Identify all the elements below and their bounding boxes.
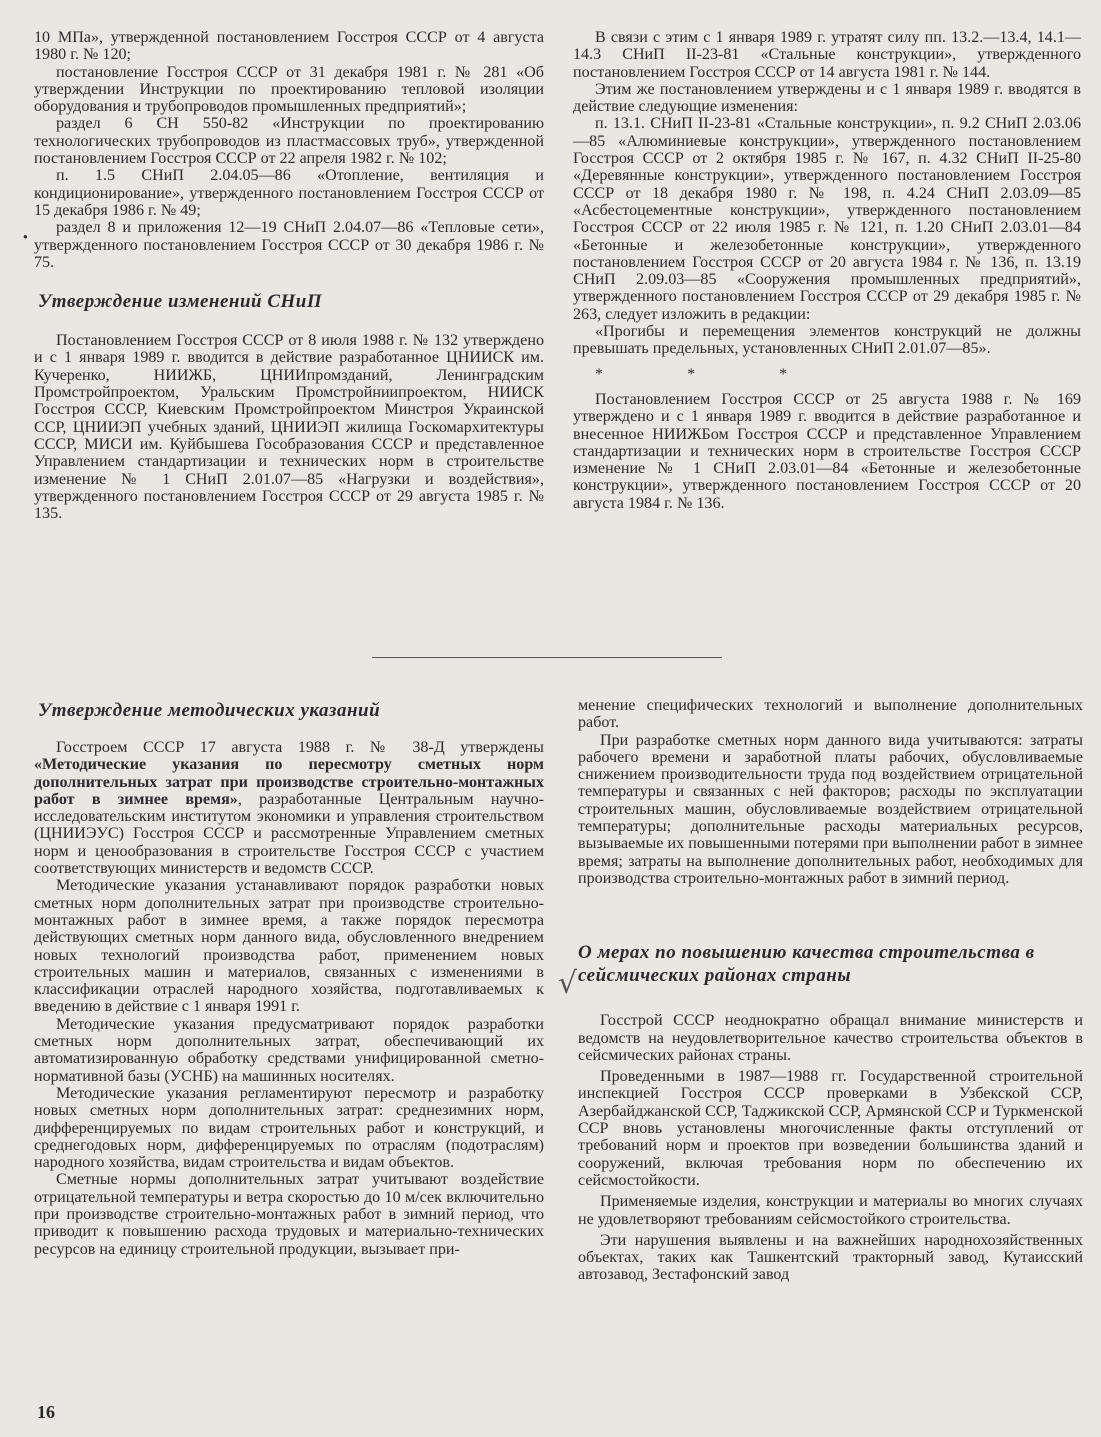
page-number: 16 xyxy=(37,1402,55,1422)
paragraph: Постановлением Госстроя СССР от 25 августа 1988 г. № 169 утверждено и с 1 января 1989 г. вводится в действие разработанное и внесенное НИИЖБом Госстроя СССР и представленное Управлением стандартизации и технических норм в строительстве Госстроя СССР изменение № 1 СНиП 2.03.01—84 «Бетонные и железобетонные конструкции», утвержденного постановлением Госстроя СССР от 20 августа 1984 г. № 136. xyxy=(573,390,1081,512)
paragraph: Методические указания регламентируют пересмотр и разработку новых сметных норм дополнительных затрат: среднезимних норм, дифференцируемых по видам строительных работ и конструкций, и среднегодовых норм, дифференцируемых по отраслям (подотраслям) народного хозяйства, видам строительства и видам объектов. xyxy=(34,1084,544,1172)
paragraph: Применяемые изделия, конструкции и материалы во многих случаях не удовлетворяют требованиям сейсмостойкого строительства. xyxy=(578,1193,1083,1228)
separator-stars: * * * xyxy=(595,365,828,383)
paragraph: Методические указания предусматривают порядок разработки сметных норм дополнительных затрат, обеспечивающий их автоматизированную обработку средствами унифицированной сметно-нормативной базы (УСНБ) на машинных носителях. xyxy=(34,1015,544,1085)
section-heading: О мерах по повышению качества строительства в сейсмических районах страны xyxy=(578,942,1035,987)
top-right-column xyxy=(573,29,1081,512)
margin-dot-icon: ● xyxy=(23,232,28,241)
bottom-right-column xyxy=(578,697,1083,1284)
section-heading: Утверждение методических указаний xyxy=(38,700,381,721)
paragraph: Эти нарушения выявлены и на важнейших народнохозяйственных объектах, таких как Ташкентский тракторный завод, Кутаисский автозавод, Зестафонский завод xyxy=(578,1231,1083,1284)
paragraph: постановление Госстроя СССР от 31 декабря 1981 г. № 281 «Об утверждении Инструкции по проектированию тепловой изоляции оборудования и трубопроводов промышленных предприятий»; xyxy=(34,63,544,116)
paragraph: Сметные нормы дополнительных затрат учитывают воздействие отрицательной температуры и ветра скоростью до 10 м/сек включительно при производстве строительно-монтажных работ в зимний период, что приводит к повышению расхода трудовых и материально-технических ресурсов на единицу строительной продукции, вызывает при- xyxy=(34,1171,544,1258)
paragraph: менение специфических технологий и выполнение дополнительных работ. xyxy=(578,697,1083,732)
section-heading: Утверждение изменений СНиП xyxy=(38,291,323,313)
top-left-column xyxy=(34,29,544,522)
paragraph: В связи с этим с 1 января 1989 г. утратят силу пп. 13.2.—13.4, 14.1—14.3 СНиП II-23-81 «Стальные конструкции», утвержденного постановлением Госстроя СССР от 14 августа 1981 г. № 144. xyxy=(573,29,1081,81)
bottom-left-column xyxy=(34,699,544,1258)
paragraph: Проведенными в 1987—1988 гг. Государственной строительной инспекцией Госстроя СССР проверками в Узбекской ССР, Азербайджанской ССР, Таджикской ССР, Армянской ССР и Туркменской ССР вновь установлены многочисленные факты отступлений от требований норм и проектов при возведении большинства зданий и сооружений, включая требования норм по обеспечению их сейсмостойкости. xyxy=(578,1068,1083,1189)
checkmark-icon: √ xyxy=(558,966,578,1001)
paragraph: п. 13.1. СНиП II-23-81 «Стальные конструкции», п. 9.2 СНиП 2.03.06—85 «Алюминиевые конструкции», утвержденного постановлением Госстроя СССР от 2 октября 1985 г. № 167, п. 4.32 СНиП II-25-80 «Деревянные конструкции», утвержденного постановлением Госстроя СССР от 18 декабря 1980 г. № 198, п. 4.24 СНиП 2.03.09—85 «Асбестоцементные конструкции», утвержденного постановлением Госстроя СССР от 22 июля 1985 г. № 121, п. 1.20 СНиП 2.03.01—84 «Бетонные и железобетонные конструкции», утвержденного постановлением Госстроя СССР от 20 августа 1984 г. № 136, п. 13.19 СНиП 2.09.03—85 «Сооружения промышленных предприятий», утвержденного постановлением Госстроя СССР от 29 декабря 1985 г. № 263, следует изложить в редакции: xyxy=(573,115,1081,323)
paragraph-text: Госстроем СССР 17 августа 1988 г. № 38-Д утверждены xyxy=(56,739,544,756)
paragraph: Этим же постановлением утверждены и с 1 января 1989 г. вводятся в действие следующие изменения: xyxy=(573,80,1081,116)
section-divider xyxy=(372,657,722,658)
paragraph: раздел 8 и приложения 12—19 СНиП 2.04.07—86 «Тепловые сети», утвержденного постановлением Госстроя СССР от 30 декабря 1986 г. № 75. xyxy=(34,219,544,271)
paragraph: 10 МПа», утвержденной постановлением Госстроя СССР от 4 августа 1980 г. № 120; xyxy=(34,29,544,64)
paragraph: раздел 6 СН 550-82 «Инструкции по проектированию технологических трубопроводов из пластмассовых труб», утвержденной постановлением Госстроя СССР от 22 апреля 1982 г. № 102; xyxy=(34,115,544,168)
paragraph xyxy=(34,739,544,877)
paragraph: п. 1.5 СНиП 2.04.05—86 «Отопление, вентиляция и кондиционирование», утвержденного постановлением Госстроя СССР от 15 декабря 1986 г. № 49; xyxy=(34,167,544,219)
paragraph: Методические указания устанавливают порядок разработки новых сметных норм дополнительных затрат при производстве строительно-монтажных работ в зимнее время, а также порядок пересмотра действующих сметных норм данного вида, обусловленного внедрением новых технологий производства работ, применением новых строительных машин и материалов, связанных с изменениями в классификации отраслей народного хозяйства, подготавливаемых к введению в действие с 1 января 1991 г. xyxy=(34,877,544,1016)
paragraph: «Прогибы и перемещения элементов конструкций не должны превышать предельных, установленных СНиП 2.01.07—85». xyxy=(573,323,1081,358)
paragraph: Постановлением Госстроя СССР от 8 июля 1988 г. № 132 утверждено и с 1 января 1989 г. вводится в действие разработанное ЦНИИСК им. Кучеренко, НИИЖБ, ЦНИИпромзданий, Ленинградским Промстройпроектом, Уральским Промстройниипроектом, НИИСК Госстроя СССР, Киевским Промстройпроектом Минстроя Украинской ССР, ЦНИИЭП учебных зданий, ЦНИИЭП жилища Госкомархитектуры СССР, МИСИ им. Куйбышева Гособразования СССР и представленное Управлением стандартизации и технических норм в строительстве изменение № 1 СНиП 2.01.07—85 «Нагрузки и воздействия», утвержденного постановлением Госстроя СССР от 29 августа 1985 г. № 135. xyxy=(34,332,544,523)
paragraph: При разработке сметных норм данного вида учитываются: затраты рабочего времени и заработной платы рабочих, обусловливаемые снижением производительности труда под воздействием отрицательной температуры и связанных с ней факторов; расходы по эксплуатации строительных машин, обусловливаемые воздействием отрицательной температуры; дополнительные расходы материальных ресурсов, вызываемые их повышенными потерями при выполнении работ в зимнее время; затраты на выполнение дополнительных работ, необходимых для производства строительно-монтажных работ в зимний период. xyxy=(578,731,1083,887)
paragraph: Госстрой СССР неоднократно обращал внимание министерств и ведомств на неудовлетворительное качество строительства объектов в сейсмических районах страны. xyxy=(578,1012,1083,1064)
document-title-bold: «Методические указания по пересмотру сметных норм дополнительных затрат при производстве строительно-монтажных работ в зимнее время» xyxy=(34,756,544,808)
paragraph-text: , разработанные Центральным научно-исследовательским институтом экономики и управления строительством (ЦНИИЭУС) Госстроя СССР и рассмотренные Управлением сметных норм и ценообразования в строительстве Госстроя СССР с участием соответствующих министерств и ведомств СССР. xyxy=(34,790,544,878)
